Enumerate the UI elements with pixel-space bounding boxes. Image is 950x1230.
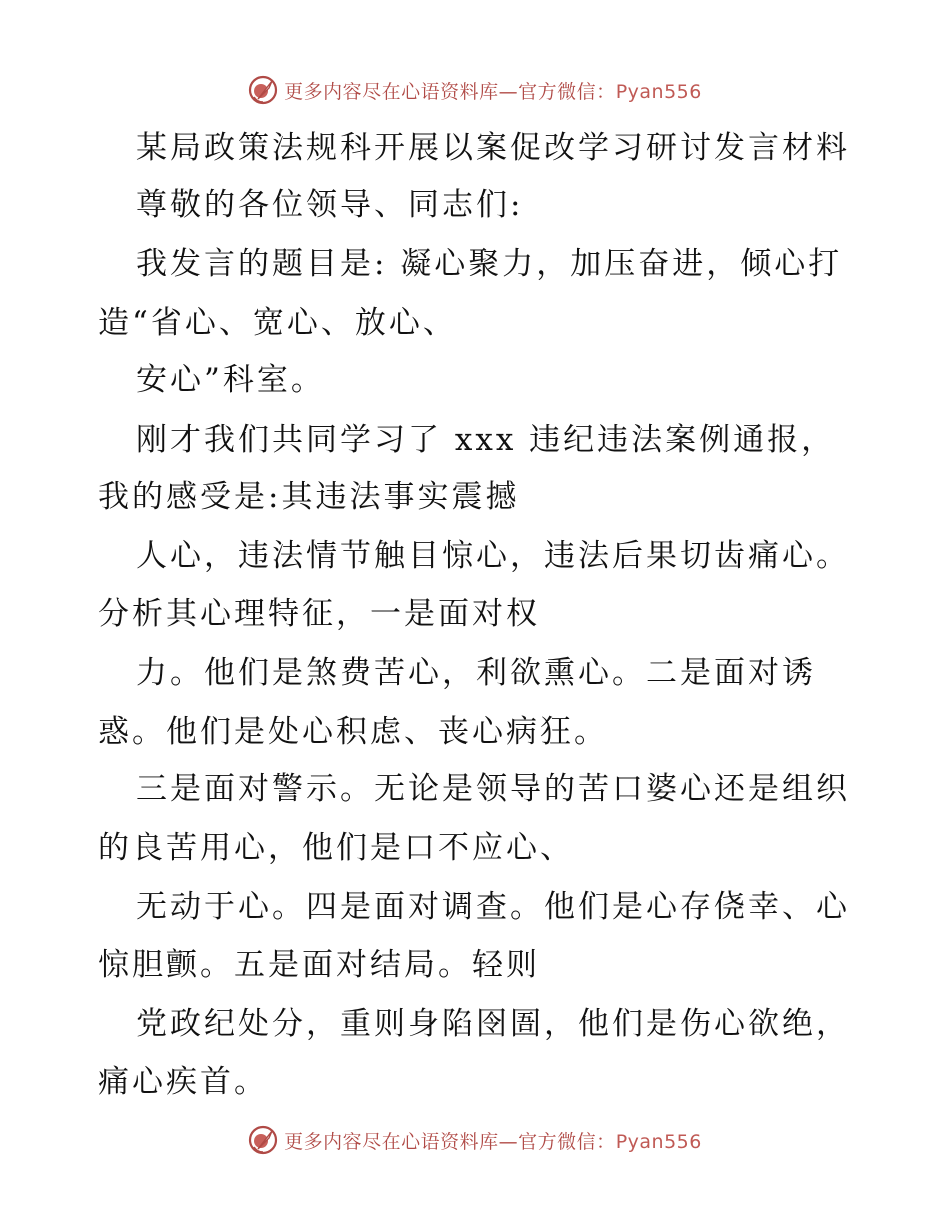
text-line: 造“省心、宽心、放心、	[98, 305, 457, 341]
text-line: 我的感受是:其违法事实震撼	[98, 479, 520, 515]
text-line: 无动于心。四是面对调查。他们是心存侥幸、心	[136, 889, 850, 925]
text-line: 我发言的题目是: 凝心聚力，加压奋进，倾心打	[136, 246, 843, 282]
text-line: 惊胆颤。五是面对结局。轻则	[98, 947, 540, 983]
banner-account-label: 官方微信：	[518, 1130, 616, 1153]
text-line: 党政纪处分，重则身陷囹圄，他们是伤心欲绝，	[136, 1006, 850, 1042]
banner-slogan: 更多内容尽在心语资料库	[284, 80, 499, 103]
salutation: 尊敬的各位领导、同志们:	[136, 187, 524, 223]
banner-separator: —	[498, 80, 519, 103]
quill-logo-icon	[248, 1125, 278, 1155]
text-line: 刚才我们共同学习了 xxx 违纪违法案例通报，	[136, 422, 836, 458]
footer-banner	[0, 1120, 950, 1160]
text-line: 痛心疾首。	[98, 1064, 268, 1100]
banner-account-label: 官方微信：	[518, 80, 616, 103]
banner-text	[284, 1127, 702, 1154]
text-line: 人心，违法情节触目惊心，违法后果切齿痛心。	[136, 538, 850, 574]
text-line: 的良苦用心，他们是口不应心、	[98, 830, 574, 866]
banner-slogan: 更多内容尽在心语资料库	[284, 1130, 499, 1153]
banner-account-id: Pyan556	[615, 1130, 702, 1153]
text-line: 安心”科室。	[136, 362, 325, 398]
banner-separator: —	[498, 1130, 519, 1153]
banner-text	[284, 77, 702, 104]
text-line: 三是面对警示。无论是领导的苦口婆心还是组织	[136, 771, 850, 807]
text-line: 力。他们是煞费苦心，利欲熏心。二是面对诱	[136, 655, 816, 691]
banner-account-id: Pyan556	[615, 80, 702, 103]
document-title: 某局政策法规科开展以案促改学习研讨发言材料	[136, 130, 850, 166]
text-line: 分析其心理特征，一是面对权	[98, 596, 540, 632]
header-banner	[0, 70, 950, 110]
text-line: 惑。他们是处心积虑、丧心病狂。	[98, 714, 608, 750]
quill-logo-icon	[248, 75, 278, 105]
